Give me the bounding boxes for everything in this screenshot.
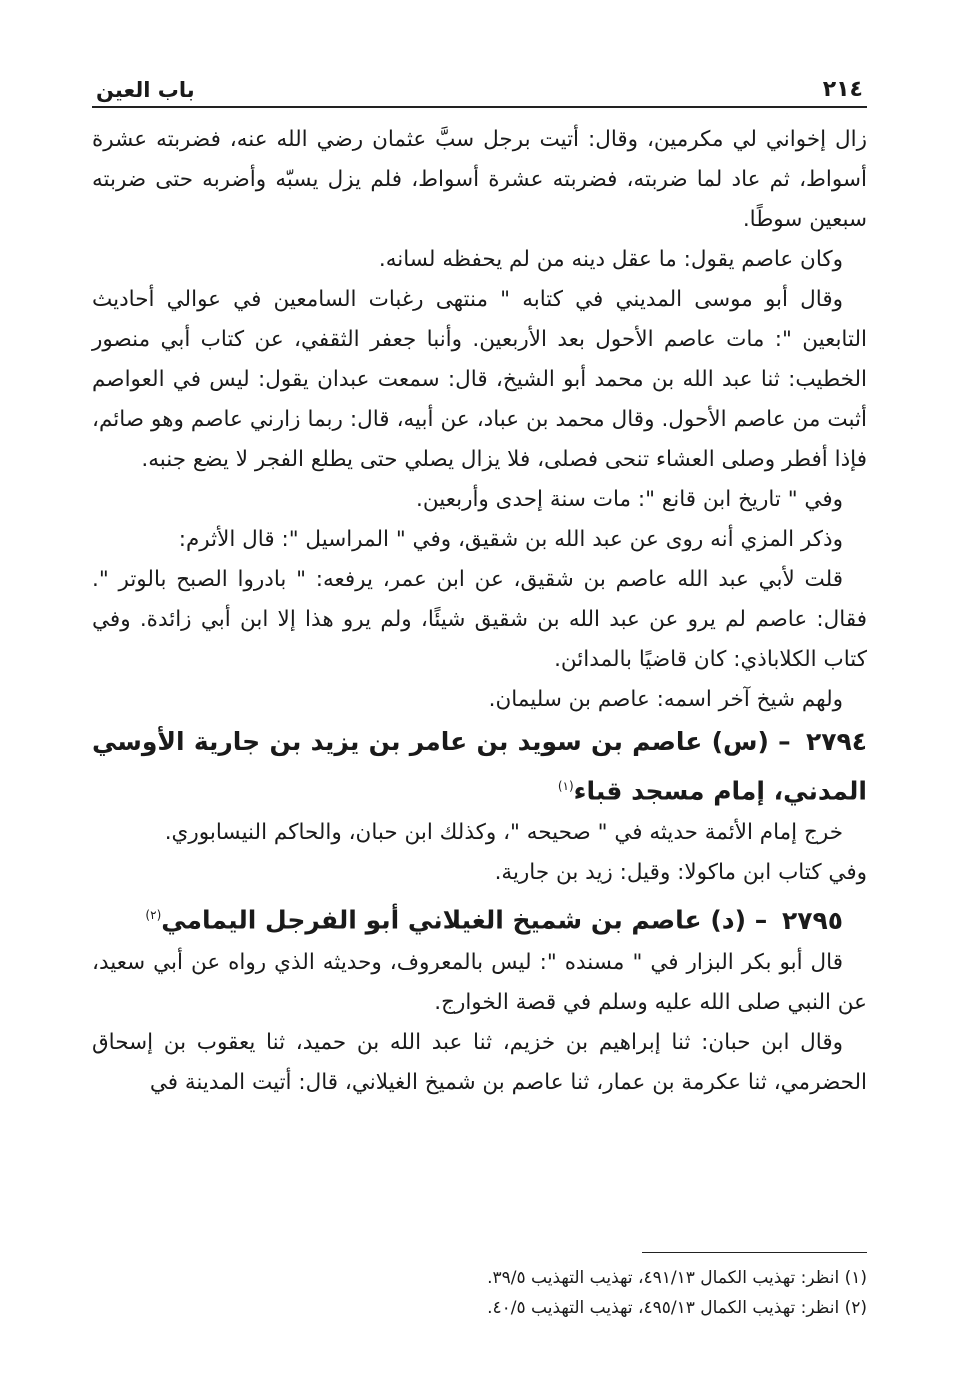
paragraph: وفي كتاب ابن ماكولا: وقيل: زيد بن جارية. bbox=[494, 860, 867, 886]
page-header bbox=[92, 62, 867, 108]
paragraph: قلت لأبي عبد الله عاصم بن شقيق، عن ابن عمر، يرفعه: " بادروا الصبح بالوتر ". فقال: عاصم لم يرو عن عبد الله بن شقيق شيئًا، ولم يرو هذا إلا ابن أبي زائدة. وفي كتاب الكلاباذي: كان قاضيًا بالمدائن. bbox=[92, 567, 867, 672]
footnote: (١) انظر: تهذيب الكمال ٤٩١/١٣، تهذيب التهذيب ٣٩/٥. bbox=[487, 1268, 867, 1288]
entry-heading bbox=[92, 720, 867, 813]
paragraph: قال أبو بكر البزار في " مسنده ": ليس بالمعروف، وحديثه الذي رواه عن أبي سعيد، عن النبي صلى الله عليه وسلم في قصة الخوارج. bbox=[92, 949, 867, 1015]
footnote-divider bbox=[642, 1252, 867, 1253]
page-number: ٢١٤ bbox=[822, 77, 863, 102]
paragraph: خرج إمام الأئمة حديثه في " صحيحه "، وكذلك ابن حبان، والحاكم النيسابوري. bbox=[164, 820, 843, 846]
entry-heading bbox=[92, 893, 867, 942]
paragraph: وقال أبو موسى المديني في كتابه " منتهى رغبات السامعين في عوالي أحاديث التابعين ": مات عاصم الأحول بعد الأربعين. وأنبا جعفر الثقفي، عن كتاب أبي منصور الخطيب: ثنا عبد الله بن محمد أبو الشيخ، قال: سمعت عبدان يقول: ليس في العواصم أثبت من عاصم الأحول. وقال محمد بن عباد، عن أبيه، قال: ربما زارني عاصم وهو صائم، فإذا أفطر وصلى العشاء تنحى فصلى، فلا يزال يصلي حتى يطلع الفجر لا يضع جنبه. bbox=[92, 287, 867, 472]
entry-title: – (د) عاصم بن شميخ الغيلاني أبو الفرجل اليمامي bbox=[161, 905, 768, 935]
paragraph: وقال ابن حبان: ثنا إبراهيم بن خزيم، ثنا عبد الله بن حميد، ثنا يعقوب بن إسحاق الحضرمي، ثنا عكرمة بن عمار، ثنا عاصم بن شميخ الغيلاني، قال: أتيت المدينة في bbox=[92, 1029, 867, 1095]
paragraph: وفي " تاريخ ابن قانع ": مات سنة إحدى وأربعين. bbox=[416, 487, 843, 512]
footnote: (٢) انظر: تهذيب الكمال ٤٩٥/١٣، تهذيب التهذيب ٤٠/٥. bbox=[487, 1298, 867, 1318]
paragraph: ولهم شيخ آخر اسمه: عاصم بن سليمان. bbox=[488, 687, 843, 712]
footnote-ref: (١) bbox=[557, 779, 574, 793]
book-page bbox=[92, 62, 867, 1103]
page-body bbox=[92, 120, 867, 1103]
entry-title: – (س) عاصم بن سويد بن عامر بن يزيد بن جارية الأوسي المدني، إمام مسجد قباء bbox=[92, 727, 867, 806]
chapter-title: باب العين bbox=[96, 78, 195, 102]
paragraph: وذكر المزي أنه روى عن عبد الله بن شقيق، وفي " المراسيل ": قال الأثرم: bbox=[178, 527, 843, 552]
paragraph: وكان عاصم يقول: ما عقل دينه من لم يحفظه لسانه. bbox=[378, 247, 843, 272]
paragraph: زال إخواني لي مكرمين، وقال: أتيت برجل سبَّ عثمان رضي الله عنه، فضربته عشرة أسواط، ثم عاد لما ضربته، فضربته عشرة أسواط، فلم يزل يسبّه وأضربه حتى ضربته سبعين سوطًا. bbox=[92, 127, 867, 232]
footnotes-section bbox=[92, 1236, 867, 1323]
entry-number: ٢٧٩٥ bbox=[781, 905, 843, 935]
entry-number: ٢٧٩٤ bbox=[805, 727, 867, 756]
footnote-ref: (٢) bbox=[145, 908, 162, 923]
